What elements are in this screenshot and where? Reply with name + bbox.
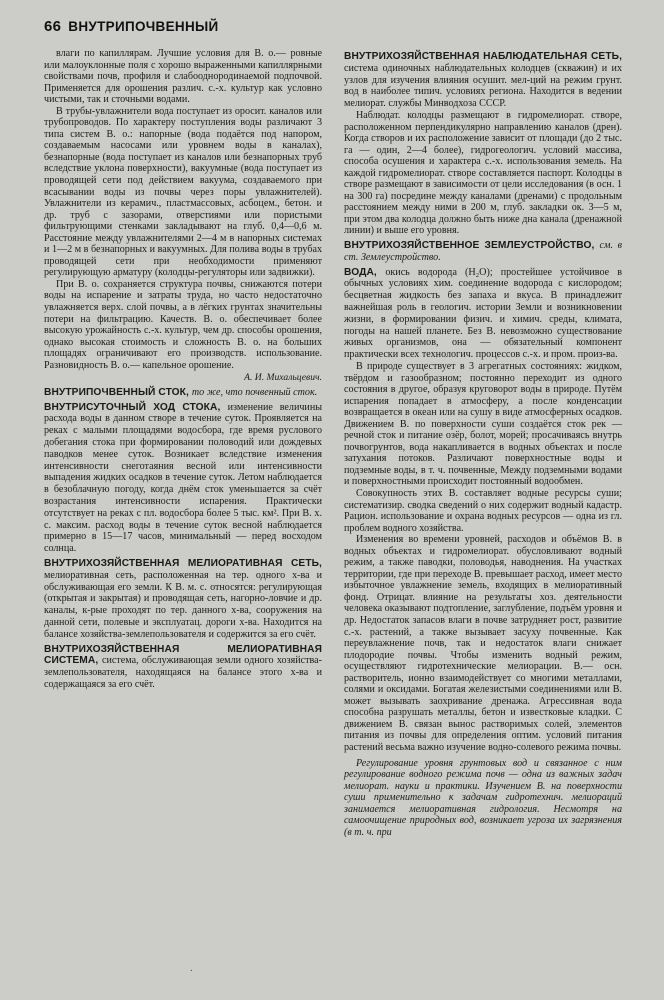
paragraph: Совокупность этих В. составляет водные ресурсы суши; систематизир. сводка сведений о них содержит водный кадастр. Рацион. использование и охрана водных ресурсов — одна из гл. проблем водного хозяйства.: [344, 487, 622, 534]
entry-text: окись водорода (H₂O); простейшее устойчивое в обычных условиях хим. соединение водорода с кислородом; бесцветная жидкость без запаха и вкуса. В принадлежит важнейшая роль в геологич. истории Земли и возникновении жизни, в формировании физич. и химич. среды, климата, погоды на нашей планете. Без В. невозможно существование живых организмов, она — обязательный компонент практически всех технологич. процессов с.-х. и пром. произ-ва.: [344, 266, 622, 361]
page-header: [44, 18, 219, 35]
paragraph: В природе существует в 3 агрегатных состояниях: жидком, твёрдом и газообразном; постоянно переходит из одного состояния в другое, образуя круговорот воды в природе. Путём испарения попадает в атмосферу, а после конденсации возвращается в океан или на сушу в виде атмосферных осадков. Движением В. по поверхности суши создаётся сток рек — речной сток и питание озёр, болот, морей; просачиваясь внутрь почвогрунтов, вода накапливается в водных объектах и после затухания потоков. Различают поверхностные воды и подземные воды, в т. ч. почвенные, Между подземными водами и поверхностными происходит постоянный водообмен.: [344, 360, 622, 488]
paragraph: При В. о. сохраняется структура почвы, снижаются потери воды на испарение и затраты труда, но часто недостаточно увлажняется верх. слой почвы, а в лёгких грунтах значительны потери на фильтрацию. Качеств. В. о. обеспечивает более высокую урожайность с.-х. культур, чем др. способы орошения, однако высокая стоимость и сложность В. о. на больших площадях ограничивают его производств. использование. Разновидность В. о.— капельное орошение.: [44, 278, 322, 371]
paragraph: Изменения во времени уровней, расходов и объёмов В. в водных объектах и гидромелиорат. обусловливают водный режим, а также паводки, половодья, наводнения. На участках территории, где при переходе В. превышает расход, имеет место избыточное увлажнение земель, входящих в мелиоративный фонд. Отрицат. влияние на результаты хоз. деятельности человека оказывают подтопление, заглубление, подъём уровня и др. Недостаток запасов влаги в почве затрудняет рост, развитие с.-х. растений, а также вызывает засуху почвенные. Как переувлажнение почв, так и недостаток влаги снижает плодородие почвы. Чтобы изменить водный режим, осуществляют гидротехнические мелиорации. В.— осн. растворитель, ионно взаимодействует со многими металлами, солями и оксидами. Богатая железистыми соединениями или В. может вызывать заохривание дренажа. Агрессивная вода способна разрушать металлы, бетон и известковые кладки. С движением В. связан вынос растворимых солей, элементов питания из почвы для определения оптим. условий питания растений весьма важно изучение водно-солевого режима почвы.: [344, 534, 622, 754]
entry-headword: ВНУТРИХОЗЯЙСТВЕННАЯ МЕЛИОРАТИВНАЯ СЕТЬ,: [44, 558, 322, 570]
entry-heading: [44, 558, 322, 641]
column-container: [44, 48, 622, 978]
entry-heading: [44, 644, 322, 691]
entry-text: мелиоративная сеть, расположенная на тер. одного х-ва и обслуживающая его земли. К В. м. с. относятся: регулирующая (открытая и закрытая) и проводящая сеть, нагорно-ловчие и др. каналы, к-рые проходят по тер. данного х-ва, сооружения на данной сети, полевые и эксплуатац. дороги х-ва. Находится на балансе хозяйства-землепользователя и содержится за его счёт.: [44, 569, 322, 640]
entry-headword: ВОДА,: [344, 266, 377, 278]
entry-text: то же, что почвенный сток.: [191, 386, 318, 398]
paragraph: В трубы-увлажнители вода поступает из оросит. каналов или трубопроводов. По характеру поступления воды различают 3 типа систем В. о.: напорные (вода подаётся под напором, создаваемым насосами или уровнем воды в каналах), безнапорные (вода поступает из каналов или безнапорных труб вследствие уклона поверхности), вакуумные (вода поступает из проводящей сети под действием вакуума, создаваемого при всасывании воды из почвы через поры увлажнителей). Увлажнители из керамич., пластмассовых, асбоцем., бетон. и др. труб с зазорами, отверстиями или пористыми фильтрующими стенками закладывают на глуб. 0,4—0,6 м. Расстояние между увлажнителями 2—4 м в напорных системах и 1—2 м в безнапорных и вакуумных. Для полива воды в трубах проводящей сети при необходимости применяют регулирующую арматуру (колодцы-регуляторы или задвижки).: [44, 105, 322, 279]
entry-headword: ВНУТРИХОЗЯЙСТВЕННАЯ МЕЛИОРАТИВНАЯ СИСТЕМА,: [44, 643, 322, 667]
running-head: ВНУТРИПОЧВЕННЫЙ: [68, 19, 219, 34]
entry-heading: [344, 51, 622, 110]
author-signature: А. И. Михальцевич.: [244, 372, 322, 384]
entry-heading: [44, 402, 322, 555]
entry-heading: [44, 387, 322, 399]
entry-text: система, обслуживающая земли одного хозяйства-землепользователя, находящаяся на балансе этого х-ва и содержащаяся за его счёт.: [44, 655, 322, 690]
entry-headword: ВНУТРИСУТОЧНЫЙ ХОД СТОКА,: [44, 401, 221, 413]
page-number: 66: [44, 18, 62, 35]
column-left: [44, 48, 322, 978]
paragraph: влаги по капиллярам. Лучшие условия для В. о.— ровные или малоуклонные поля с хорошо выраженными капиллярными свойствами почв, профиля и слабооднородинаемой подпочвой. Применяется для орошения различ. с.-х. культур как условно чистыми, так и сточными водами.: [44, 48, 322, 106]
paragraph: Наблюдат. колодцы размещают в гидромелиорат. створе, расположенном перпендикулярно направлению каналов (дрен). Когда створов и их расположение зависит от площади (до 2 тыс. га — один, 2—4 более), гидрогеологич. условий массива, способа осушения и характера с.-х. использования земель. На каждой гидромелиорат. створе составляется паспорт. Колодцы в створе размещают в зависимости от цели исследования (в осн. 1 на 300 га) посредине между каналами (дренами) с продольным расстоянием между ними в 200 м, глуб. закладки ок. 3—5 м, при этом два колодца должно быть ниже дна канала (дренажной линии) и выше его уровня.: [344, 109, 622, 237]
entry-headword: ВНУТРИХОЗЯЙСТВЕННАЯ НАБЛЮДАТЕЛЬНАЯ СЕТЬ,: [344, 51, 622, 62]
column-right: [344, 48, 622, 978]
entry-text: система одиночных наблюдательных колодцев (скважин) и их узлов для изучения влияния осушит. мел-ций на режим грунт. вод в наиболее типич. условиях региона. Находится в ведении мелиорат. службы Минводхоза СССР.: [344, 62, 622, 110]
paragraph-italic: Регулирование уровня грунтовых вод и связанное с ним регулирование водного режима почв — одна из важных задач мелиорат. науки и практики. Изучением В. на поверхности суши применительно к задачам гидротехнич. мелиораций занимается мелиоративная гидрология. Несмотря на самоочищение природных вод, возникает угроза их загрязнения (в т. ч. при: [344, 757, 622, 838]
entry-heading: [344, 240, 622, 264]
entry-text: см. в ст. Землеустройство.: [344, 240, 622, 263]
entry-text: изменение величины расхода воды в данном створе в течение суток. Проявляется на реках с малыми площадями водосбора, где время руслового добегания стока при формировании половодий или дождевых паводков менее суток. Возникает вследствие изменения интенсивности снеготаяния весной или интенсивности выпадения жидких осадков в течение суток. Летом наблюдается в безоблачную погоду, когда днём сток уменьшается за счёт возрастания интенсивности испарения. Практически отсутствует на реках с пл. водосбора более 5 тыс. км². При В. х. с. максим. расход воды в течение суток весной наблюдается примерно в 15—17 часов, минимальный — перед восходом солнца.: [44, 401, 323, 555]
entry-headword: ВНУТРИХОЗЯЙСТВЕННОЕ ЗЕМЛЕУСТРОЙСТВО,: [344, 240, 595, 251]
entry-headword: ВНУТРИПОЧВЕННЫЙ СТОК,: [44, 386, 189, 398]
entry-heading: [344, 267, 622, 361]
center-mark: .: [190, 962, 193, 974]
